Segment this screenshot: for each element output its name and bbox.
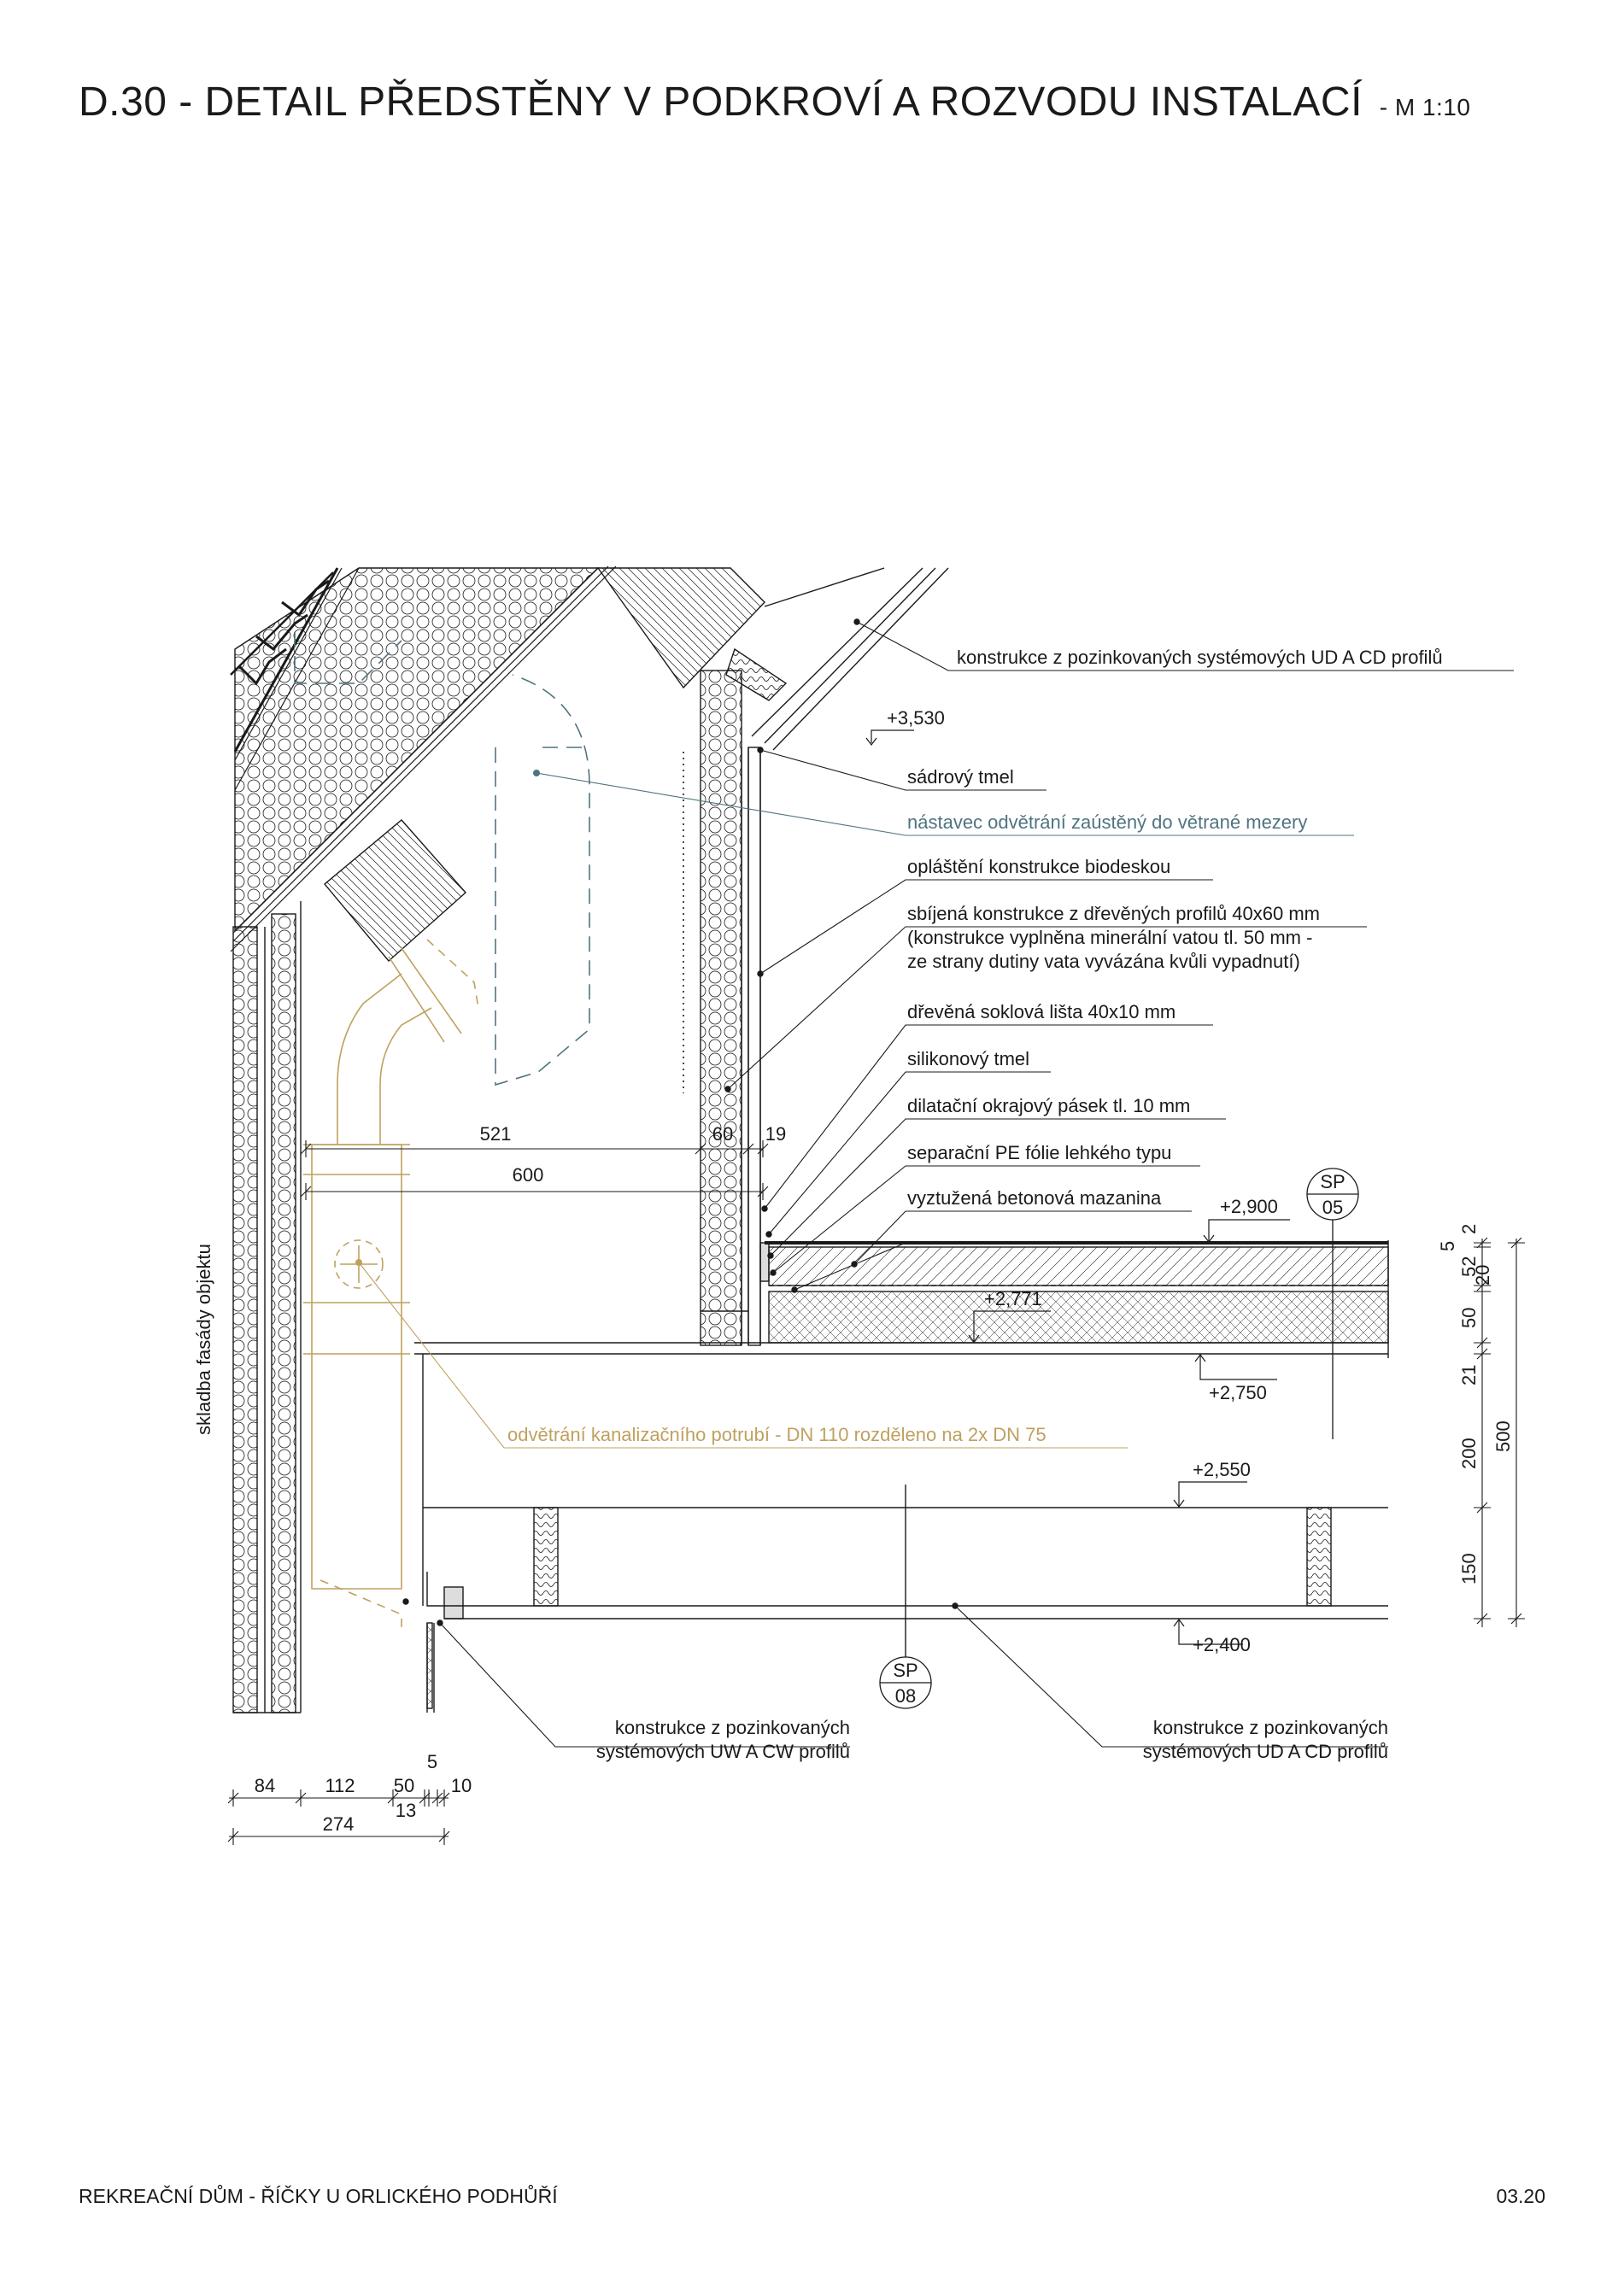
label-uw-cw-2: systémových UW A CW profilů <box>595 1741 850 1762</box>
level-2900: +2,900 <box>1220 1196 1278 1217</box>
footer-project: REKREAČNÍ DŮM - ŘÍČKY U ORLICKÉHO PODHŮŘÍ <box>79 2185 558 2207</box>
dim-5: 5 <box>426 1751 438 1772</box>
label-bioboard-cladding: opláštění konstrukce biodeskou <box>907 856 1171 877</box>
label-ud-cd-bottom-1: konstrukce z pozinkovaných <box>1152 1717 1388 1738</box>
dim-600: 600 <box>512 1164 544 1186</box>
facade-wall <box>233 901 301 1713</box>
dim-v-200: 200 <box>1458 1438 1480 1469</box>
level-2750: +2,750 <box>1209 1382 1267 1403</box>
label-vent-pipe: odvětrání kanalizačního potrubí - DN 110 rozděleno na 2x DN 75 <box>507 1424 1047 1445</box>
label-gypsum-putty: sádrový tmel <box>907 766 1014 788</box>
callout-sp05-bottom: 05 <box>1322 1197 1344 1218</box>
dim-10: 10 <box>450 1775 472 1796</box>
dim-274: 274 <box>322 1813 355 1835</box>
label-ud-cd-bottom-2: systémových UD A CD profilů <box>1142 1741 1388 1762</box>
drain-vent-pipe <box>303 940 478 1631</box>
dim-112: 112 <box>325 1775 355 1796</box>
dim-19: 19 <box>765 1123 787 1145</box>
dim-84: 84 <box>254 1775 276 1796</box>
label-screed: vyztužená betonová mazanina <box>907 1187 1162 1209</box>
dim-v-2: 2 <box>1458 1223 1480 1234</box>
label-pe-foil: separační PE fólie lehkého typu <box>907 1142 1172 1163</box>
label-edge-strip: dilatační okrajový pásek tl. 10 mm <box>907 1095 1191 1116</box>
level-2771: +2,771 <box>984 1288 1042 1309</box>
callout-sp08-bottom: 08 <box>894 1685 917 1707</box>
dim-v-5: 5 <box>1437 1240 1458 1251</box>
label-timber-frame-2: (konstrukce vyplněna minerální vatou tl. 50 mm - <box>907 927 1313 948</box>
callout-sp05-top: SP <box>1320 1171 1346 1192</box>
dim-v-150: 150 <box>1458 1553 1480 1584</box>
dim-521: 521 <box>479 1123 512 1145</box>
rafter-lower <box>325 820 466 961</box>
level-3530: +3,530 <box>887 707 945 729</box>
footer-date: 03.20 <box>1496 2185 1545 2207</box>
dim-v-21: 21 <box>1458 1364 1480 1385</box>
callout-sp08-top: SP <box>893 1660 918 1681</box>
dim-v-52: 52 <box>1458 1256 1480 1277</box>
prewall-structure <box>683 671 776 1345</box>
label-facade: skladba fasády objektu <box>193 1244 214 1435</box>
label-timber-frame-1: sbíjená konstrukce z dřevěných profilů 40x60 mm <box>907 903 1321 924</box>
label-vent-extension: nástavec odvětrání zaústěný do větrané mezery <box>907 811 1308 833</box>
title-scale: - M 1:10 <box>1379 94 1471 120</box>
dim-60: 60 <box>712 1123 734 1145</box>
title-text: D.30 - DETAIL PŘEDSTĚNY V PODKROVÍ A ROZVODU INSTALACÍ <box>79 79 1363 125</box>
dim-v-20: 20 <box>1472 1264 1493 1286</box>
dim-13: 13 <box>395 1800 417 1821</box>
label-silicone: silikonový tmel <box>907 1048 1030 1069</box>
label-ud-cd-top: konstrukce z pozinkovaných systémových UD A CD profilů <box>957 647 1443 668</box>
label-timber-frame-3: ze strany dutiny vata vyvázána kvůli vypadnutí) <box>907 951 1300 972</box>
dim-50: 50 <box>393 1775 415 1796</box>
label-uw-cw-1: konstrukce z pozinkovaných <box>614 1717 850 1738</box>
dim-v-50: 50 <box>1458 1307 1480 1328</box>
level-2550: +2,550 <box>1193 1459 1251 1480</box>
level-2400: +2,400 <box>1193 1634 1251 1655</box>
dim-v-500: 500 <box>1492 1420 1514 1452</box>
label-skirting: dřevěná soklová lišta 40x10 mm <box>907 1001 1176 1022</box>
